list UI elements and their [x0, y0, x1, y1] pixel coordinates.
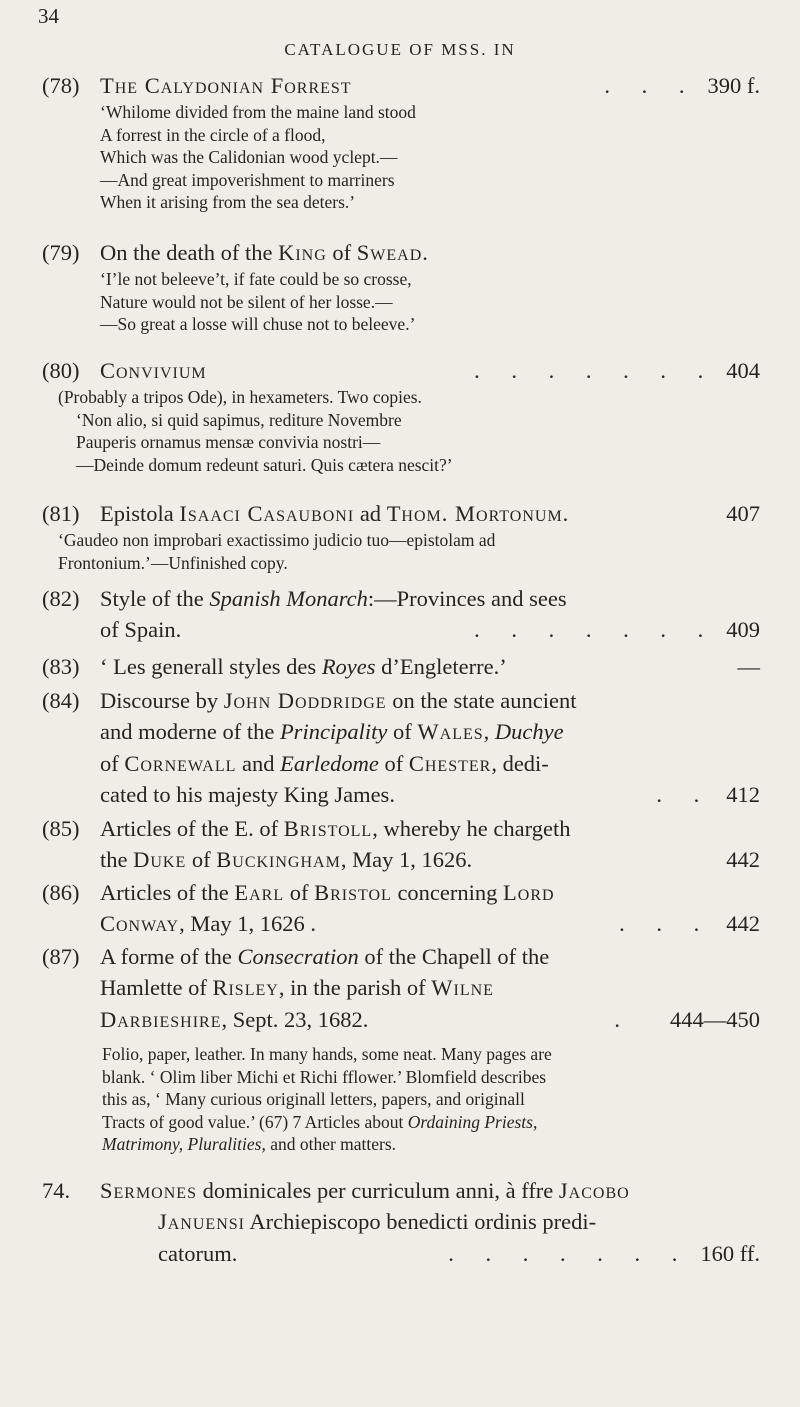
quote-line: Nature would not be silent of her losse.— — [100, 291, 393, 312]
quote-line: —And great impoverishment to marriners — [100, 169, 395, 190]
entry-continuation: and moderne of the Principality of Wales, Duchye — [100, 719, 564, 744]
entry-83 — [42, 651, 760, 682]
note-line: blank. ‘ Olim liber Michi et Richi fflower.’ Blomfield describes — [102, 1066, 547, 1087]
entry-number: (80) — [42, 358, 80, 383]
entry-number: (85) — [42, 816, 80, 841]
leader-dots: . . — [656, 782, 713, 807]
entry-title: Sermones dominicales per curriculum anni, à ffre Jacobo — [100, 1178, 630, 1203]
quote-line: ‘Non alio, si quid sapimus, rediture Novembre — [76, 409, 402, 430]
entry-number: (87) — [42, 944, 80, 969]
running-head: CATALOGUE OF MSS. IN — [284, 40, 516, 59]
entry-continuation: Januensi Archiepiscopo benedicti ordinis predi- — [158, 1209, 597, 1234]
quote-block — [58, 529, 760, 574]
entry-85 — [42, 813, 760, 876]
quote-line: When it arising from the sea deters.’ — [100, 192, 356, 212]
leader-dots: . . . . . . . — [474, 358, 717, 383]
entry-continuation: catorum. . . . . . . . 160 ff. — [158, 1238, 760, 1270]
quote-line: Frontonium.’—Unfinished copy. — [58, 552, 288, 573]
note-line: Folio, paper, leather. In many hands, some neat. Many pages are — [102, 1044, 552, 1064]
leader-dots: . . . — [619, 911, 713, 936]
folio-ref: 407 — [726, 501, 760, 526]
entry-number: (83) — [42, 654, 80, 679]
entry-number: (81) — [42, 501, 80, 526]
note-line: Tracts of good value.’ (67) 7 Articles about Ordaining Priests, — [102, 1111, 538, 1132]
entry-number: (79) — [42, 240, 80, 265]
entry-title: Articles of the Earl of Bristol concerning Lord — [100, 880, 555, 905]
entry-81 — [42, 498, 760, 574]
entry-79 — [42, 237, 760, 336]
entry-number: (78) — [42, 73, 80, 98]
entry-title: A forme of the Consecration of the Chapell of the — [100, 944, 550, 969]
note-line: Matrimony, Pluralities, and other matters. — [102, 1134, 397, 1154]
entry-82 — [42, 583, 760, 646]
quote-line: ‘I’le not beleeve’t, if fate could be so crosse, — [100, 269, 412, 289]
folio-ref: 444—450 — [670, 1006, 760, 1032]
folio-ref: 412 — [726, 782, 760, 807]
entry-title: Epistola Isaaci Casauboni ad Thom. Mortonum. — [100, 501, 570, 526]
leader-dots: . . . . . . . — [448, 1240, 691, 1266]
entry-74 — [42, 1175, 760, 1269]
folio-ref: 442 — [726, 911, 760, 936]
entry-title: Convivium — [100, 358, 207, 383]
entry-number: (84) — [42, 688, 80, 713]
folio-ref: 390 f. — [707, 73, 760, 98]
entry-80 — [42, 355, 760, 476]
entry-number: (82) — [42, 586, 80, 611]
quote-line: (Probably a tripos Ode), in hexameters. Two copies. — [58, 387, 422, 407]
entry-title: ‘ Les generall styles des Royes d’Engleterre.’ — [100, 654, 507, 679]
quote-line: —So great a losse will chuse not to beleeve.’ — [100, 314, 416, 334]
quote-block — [100, 268, 760, 336]
leader-dots: . — [614, 1006, 620, 1032]
entry-title: On the death of the King of Swead. — [100, 240, 429, 265]
quote-line: ‘Gaudeo non improbari exactissimo judicio tuo—epistolam ad — [58, 530, 496, 550]
entry-title: Style of the Spanish Monarch:—Provinces and sees — [100, 586, 567, 611]
quote-line: —Deinde domum redeunt saturi. Quis cætera nescit?’ — [76, 454, 453, 475]
quote-line: ‘Whilome divided from the maine land stood — [100, 102, 416, 122]
page-number: 34 — [38, 4, 59, 28]
quote-line: Which was the Calidonian wood yclept.— — [100, 147, 398, 167]
quote-block — [58, 386, 760, 476]
entry-continuation: Hamlette of Risley, in the parish of Wilne — [100, 975, 494, 1000]
entry-continuation: Conway, May 1, 1626 . . . . 442 — [100, 908, 760, 940]
leader-dots: . . . . . . . — [474, 617, 717, 642]
entry-78 — [42, 70, 760, 214]
quote-block — [100, 101, 760, 214]
entry-title: Discourse by John Doddridge on the state auncient — [100, 688, 577, 713]
entry-continuation: Darbieshire, Sept. 23, 1682. . 444—450 — [100, 1004, 760, 1036]
entry-continuation: cated to his majesty King James. . . 412 — [100, 779, 760, 811]
entry-continuation: of Cornewall and Earledome of Chester, dedi- — [100, 750, 549, 776]
quote-line: A forrest in the circle of a flood, — [100, 124, 326, 145]
entry-number: 74. — [42, 1178, 71, 1203]
entry-number: (86) — [42, 880, 80, 905]
folio-ref: 160 ff. — [700, 1240, 760, 1266]
description-note — [102, 1043, 758, 1156]
folio-ref: 409 — [726, 617, 760, 642]
entry-continuation: the Duke of Buckingham, May 1, 1626. 442 — [100, 844, 760, 876]
note-line: this as, ‘ Many curious originall letters, papers, and originall — [102, 1089, 525, 1109]
folio-ref: 442 — [726, 847, 760, 872]
entry-87 — [42, 941, 760, 1035]
entry-continuation: of Spain. . . . . . . . 409 — [100, 614, 760, 646]
entry-84 — [42, 685, 760, 811]
entry-86 — [42, 877, 760, 940]
entry-title: The Calydonian Forrest — [100, 73, 352, 98]
leader-dots: . . . — [604, 73, 698, 98]
entry-title: Articles of the E. of Bristoll, whereby he chargeth — [100, 816, 571, 841]
folio-ref: — — [737, 654, 760, 679]
folio-ref: 404 — [726, 358, 760, 383]
quote-line: Pauperis ornamus mensæ convivia nostri— — [76, 432, 381, 452]
